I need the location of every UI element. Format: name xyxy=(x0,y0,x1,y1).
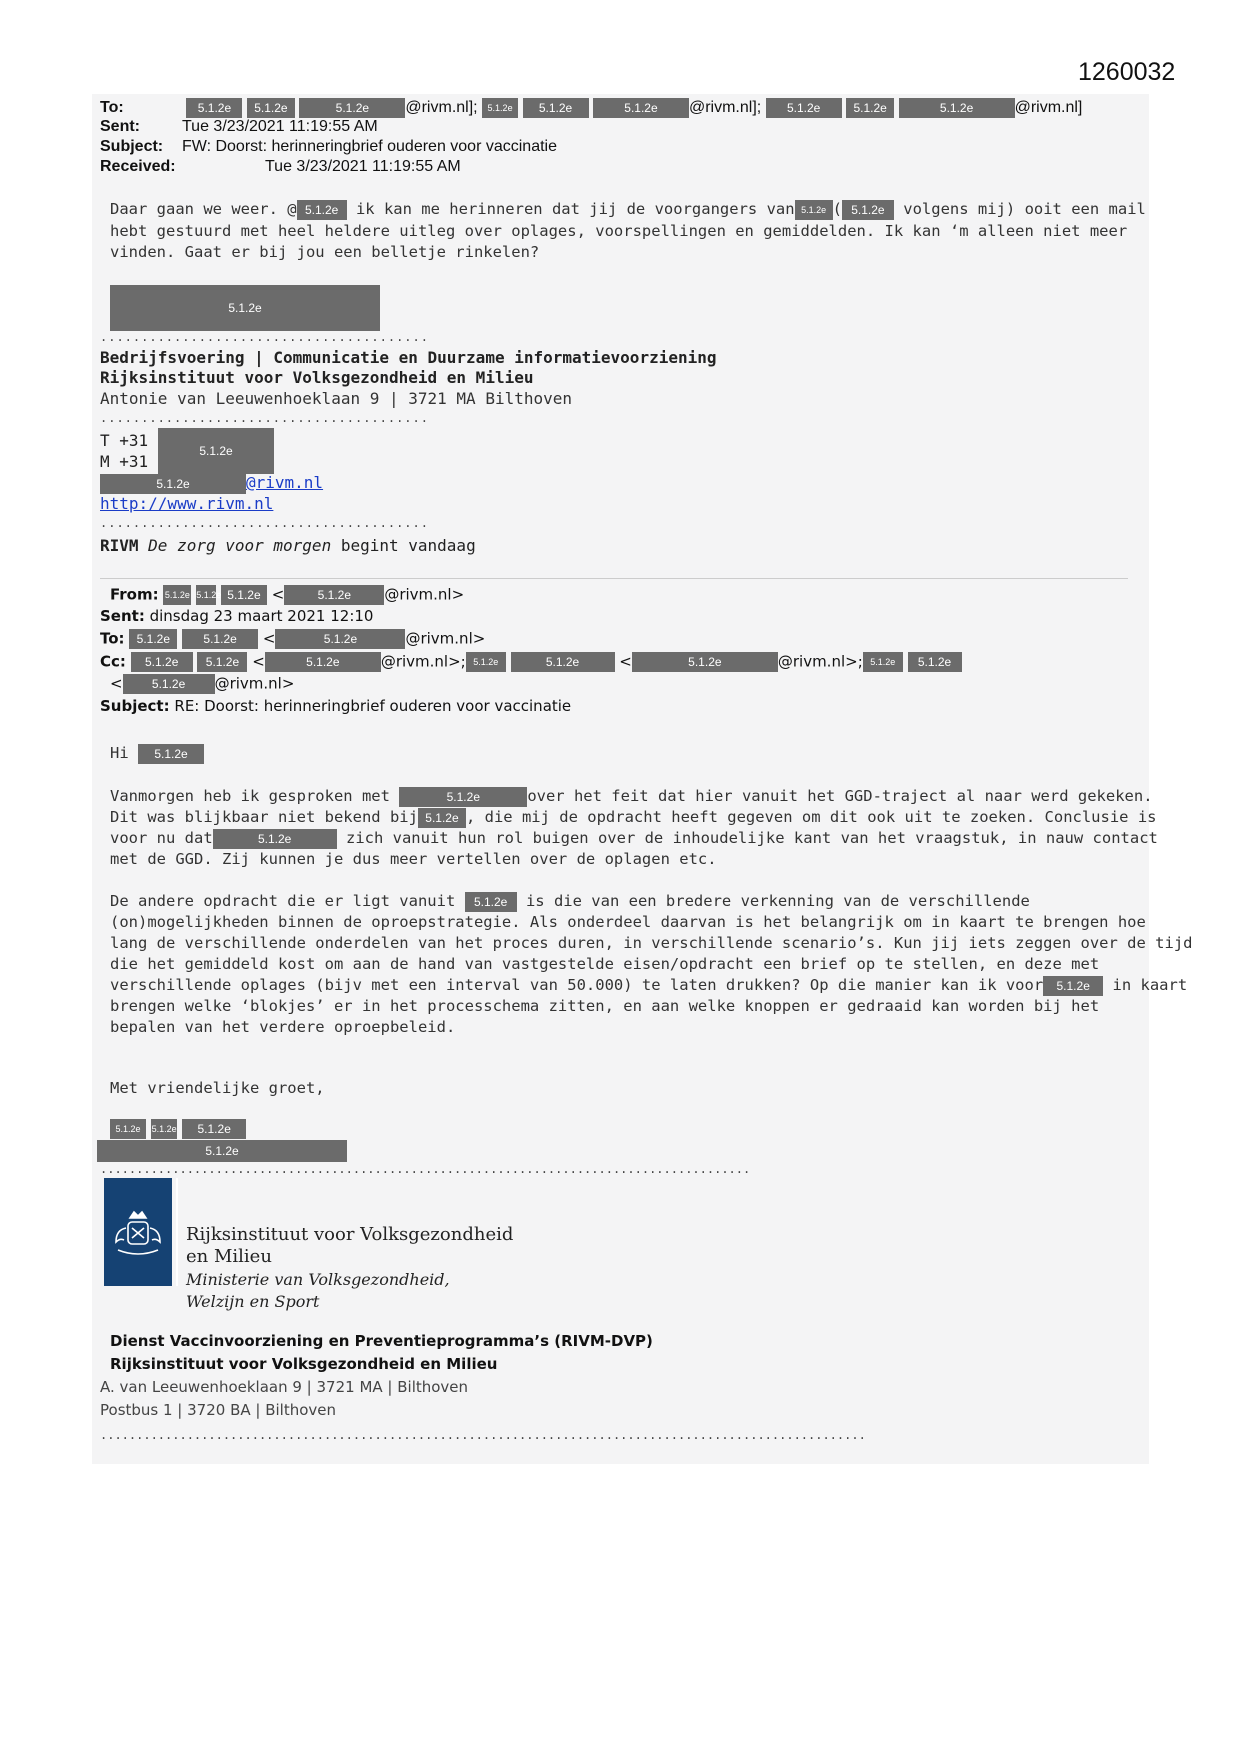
logo-divider xyxy=(176,1178,178,1286)
lt: < xyxy=(619,652,632,671)
recipient-domain: @rivm.nl] xyxy=(1014,99,1083,117)
p2-line2: (on)mogelijkheden binnen de oproepstrategie. Als onderdeel daarvan is het belangrijk om in kaart te brengen hoe xyxy=(110,913,1146,931)
cc-label: Cc: xyxy=(100,652,126,671)
signature-website-row xyxy=(100,494,273,513)
redaction-box: 5.1.2e xyxy=(593,98,689,118)
subject-value: RE: Doorst: herinneringbrief ouderen voor vaccinatie xyxy=(174,697,572,715)
text: Vanmorgen heb ik gesproken met xyxy=(110,787,390,805)
from-domain: @rivm.nl> xyxy=(384,585,465,604)
recipient-domain: @rivm.nl]; xyxy=(405,99,478,117)
redaction-box: 5.1.2e xyxy=(100,474,246,494)
redaction-box: 5.1.2e xyxy=(196,585,216,605)
fwd-cc-row xyxy=(100,652,962,672)
signature-department: Bedrijfsvoering | Communicatie en Duurzame informatievoorziening xyxy=(100,348,717,367)
divider-dots: .......................................................................................................... xyxy=(100,1428,866,1442)
redacted-name-block: 5.1.2e xyxy=(110,285,380,331)
website-link[interactable]: http://www.rivm.nl xyxy=(100,494,274,513)
subject-label: Subject: xyxy=(100,697,170,715)
greeting xyxy=(110,743,204,764)
p1-line3 xyxy=(110,828,1158,849)
redaction-box: 5.1.2e xyxy=(163,585,191,605)
redacted-title-block: 5.1.2e xyxy=(97,1140,347,1162)
redaction-box: 5.1.2e xyxy=(465,892,517,912)
recipient-domain: @rivm.nl]; xyxy=(688,99,762,117)
signature-address: Antonie van Leeuwenhoeklaan 9 | 3721 MA Bilthoven xyxy=(100,389,573,408)
divider-dots: ........................................ xyxy=(100,411,429,425)
received-label: Received: xyxy=(100,158,176,175)
redaction-box: 5.1.2e xyxy=(482,98,518,118)
rijksoverheid-logo xyxy=(104,1178,172,1286)
logo-text-line3: Ministerie van Volksgezondheid, xyxy=(186,1270,450,1289)
redaction-box: 5.1.2e xyxy=(110,1119,146,1139)
fwd-from-row xyxy=(110,585,464,605)
signature-organisation: Rijksinstituut voor Volksgezondheid en Milieu xyxy=(100,368,534,387)
p2-line6: brengen welke ‘blokjes’ er in het processchema zitten, en aan welke knoppen er gedraaid kan worden bij het xyxy=(110,997,1100,1015)
sent-value: dinsdag 23 maart 2021 12:10 xyxy=(149,607,374,625)
redaction-box: 5.1.2e xyxy=(247,98,295,118)
redaction-box: 5.1.2e xyxy=(899,98,1015,118)
redaction-box: 5.1.2e xyxy=(523,98,589,118)
text: Dit was blijkbaar niet bekend bij xyxy=(110,808,418,826)
lt: < xyxy=(110,674,123,693)
redaction-box: 5.1.2e xyxy=(221,585,267,605)
cc-domain: @rivm.nl>; xyxy=(380,652,466,671)
redaction-box: 5.1.2e xyxy=(123,674,215,694)
redaction-box: 5.1.2e xyxy=(766,98,842,118)
to-label: To: xyxy=(100,629,125,648)
message1-line3: vinden. Gaat er bij jou een belletje rinkelen? xyxy=(110,243,540,261)
text: ( xyxy=(832,200,842,218)
message1-line1 xyxy=(110,199,1146,220)
message1-line2: hebt gestuurd met heel heldere uitleg over oplages, voorspellingen en gemiddelden. Ik kan ‘m alleen niet meer xyxy=(110,222,1128,240)
tagline-italic: De zorg voor morgen xyxy=(148,536,332,555)
p2-line3: lang de verschillende onderdelen van het proces duren, in verschillende scenario’s. Kun jij iets zeggen over de tijd xyxy=(110,934,1193,952)
fwd-cc-row-2 xyxy=(110,674,294,694)
redaction-box: 5.1.2e xyxy=(129,629,177,649)
redaction-box: 5.1.2e xyxy=(842,200,894,220)
signature-tagline xyxy=(100,536,476,555)
header-to-row xyxy=(100,98,1082,118)
redaction-box: 5.1.2e xyxy=(186,98,242,118)
p2-line7: bepalen van het verdere oproepbeleid. xyxy=(110,1018,456,1036)
p2-line5 xyxy=(110,975,1187,996)
header-received-row xyxy=(100,158,461,176)
logo-text-line1: Rijksinstituut voor Volksgezondheid xyxy=(186,1224,514,1245)
fwd-sent-row xyxy=(100,607,373,625)
divider-dots: ........................................ xyxy=(100,330,429,344)
p2-line4: die het gemiddeld kost om aan de hand van vastgestelde eisen/opdracht een brief op te stellen, en deze met xyxy=(110,955,1100,973)
tagline-brand: RIVM xyxy=(100,536,139,555)
sender-name-redactions xyxy=(110,1118,246,1139)
redaction-box: 5.1.2e xyxy=(466,652,506,672)
text: voor nu dat xyxy=(110,829,213,847)
redaction-box: 5.1.2e xyxy=(131,652,193,672)
redaction-box: 5.1.2e xyxy=(1043,976,1103,996)
signature-mobile: M +31 xyxy=(100,452,149,471)
text: ik kan me herinneren dat jij de voorgangers van xyxy=(346,200,795,218)
subject-label: Subject: xyxy=(100,138,164,155)
separator-line xyxy=(100,578,1128,579)
divider-dots: ........................................ xyxy=(100,516,429,530)
text: Daar gaan we weer. @ xyxy=(110,200,297,218)
redaction-box: 5.1.2e xyxy=(197,652,247,672)
lt: < xyxy=(252,652,265,671)
tagline-rest: begint vandaag xyxy=(331,536,476,555)
text: is die van een bredere verkenning van de verschillende xyxy=(516,892,1030,910)
redaction-box: 5.1.2e xyxy=(418,808,466,828)
logo-text-line4: Welzijn en Sport xyxy=(186,1292,320,1311)
text: , die mij de opdracht heeft gegeven om dit ook uit te zoeken. Conclusie is xyxy=(465,808,1157,826)
fwd-subject-row xyxy=(100,697,571,715)
text: in kaart xyxy=(1103,976,1188,994)
redaction-box: 5.1.2e xyxy=(399,787,527,807)
redaction-box: 5.1.2e xyxy=(863,652,903,672)
redaction-box: 5.1.2e xyxy=(213,829,337,849)
sig2-organisation: Rijksinstituut voor Volksgezondheid en Milieu xyxy=(110,1355,498,1373)
lt: < xyxy=(262,629,276,648)
text: De andere opdracht die er ligt vanuit xyxy=(110,892,456,910)
crest-icon xyxy=(104,1178,172,1286)
redaction-box: 5.1.2e xyxy=(795,200,833,220)
from-label: From: xyxy=(110,585,159,604)
p1-line4: met de GGD. Zij kunnen je dus meer vertellen over de oplagen etc. xyxy=(110,850,717,868)
redaction-box: 5.1.2e xyxy=(846,98,894,118)
redaction-box: 5.1.2e xyxy=(299,98,405,118)
greeting-text: Hi xyxy=(110,744,129,762)
subject-value: FW: Doorst: herinneringbrief ouderen voor vaccinatie xyxy=(182,138,557,155)
p1-line2 xyxy=(110,807,1157,828)
redaction-box: 5.1.2e xyxy=(511,652,615,672)
text: volgens mij) ooit een mail xyxy=(893,200,1146,218)
to-label: To: xyxy=(100,99,124,117)
text: verschillende oplages (bijv met een interval van 50.000) te laten drukken? Op die manier kan ik voor xyxy=(110,976,1044,994)
sent-value: Tue 3/23/2021 11:19:55 AM xyxy=(182,118,378,135)
closing: Met vriendelijke groet, xyxy=(110,1079,325,1097)
lt: < xyxy=(271,585,285,604)
redaction-box: 5.1.2e xyxy=(182,629,258,649)
p2-line1 xyxy=(110,891,1030,912)
redaction-box: 5.1.2e xyxy=(151,1119,177,1139)
redaction-box: 5.1.2e xyxy=(632,652,778,672)
redaction-box: 5.1.2e xyxy=(908,652,962,672)
cc-domain: @rivm.nl> xyxy=(214,674,295,693)
text: over het feit dat hier vanuit het GGD-traject al naar werd gekeken. xyxy=(527,787,1153,805)
redaction-box: 5.1.2e xyxy=(182,1119,246,1139)
redacted-phone-block: 5.1.2e xyxy=(158,428,274,474)
received-value: Tue 3/23/2021 11:19:55 AM xyxy=(265,158,461,175)
signature-phone: T +31 xyxy=(100,431,149,450)
document-number: 1260032 xyxy=(1078,58,1176,86)
sig2-address: A. van Leeuwenhoeklaan 9 | 3721 MA | Bilthoven xyxy=(100,1378,469,1396)
redaction-box: 5.1.2e xyxy=(284,585,384,605)
header-subject-row xyxy=(100,138,557,156)
p1-line1 xyxy=(110,786,1153,807)
fwd-to-row xyxy=(100,629,485,649)
logo-text-line2: en Milieu xyxy=(186,1246,272,1267)
text: zich vanuit hun rol buigen over de inhoudelijke kant van het vraagstuk, in nauw contact xyxy=(336,829,1158,847)
to-domain: @rivm.nl> xyxy=(405,629,486,648)
sent-label: Sent: xyxy=(100,118,140,135)
redaction-box: 5.1.2e xyxy=(297,200,347,220)
sig2-postbus: Postbus 1 | 3720 BA | Bilthoven xyxy=(100,1401,337,1419)
sent-label: Sent: xyxy=(100,607,145,625)
signature-email-row xyxy=(100,473,323,494)
redaction-box: 5.1.2e xyxy=(265,652,381,672)
header-sent-row xyxy=(100,118,378,136)
signature-email-link[interactable]: @rivm.nl xyxy=(246,473,324,492)
redaction-box: 5.1.2e xyxy=(275,629,405,649)
cc-domain: @rivm.nl>; xyxy=(777,652,863,671)
sig2-department: Dienst Vaccinvoorziening en Preventieprogramma’s (RIVM-DVP) xyxy=(110,1332,653,1350)
redaction-box: 5.1.2e xyxy=(138,744,204,764)
divider-dots: .......................................................................................... xyxy=(100,1162,751,1176)
